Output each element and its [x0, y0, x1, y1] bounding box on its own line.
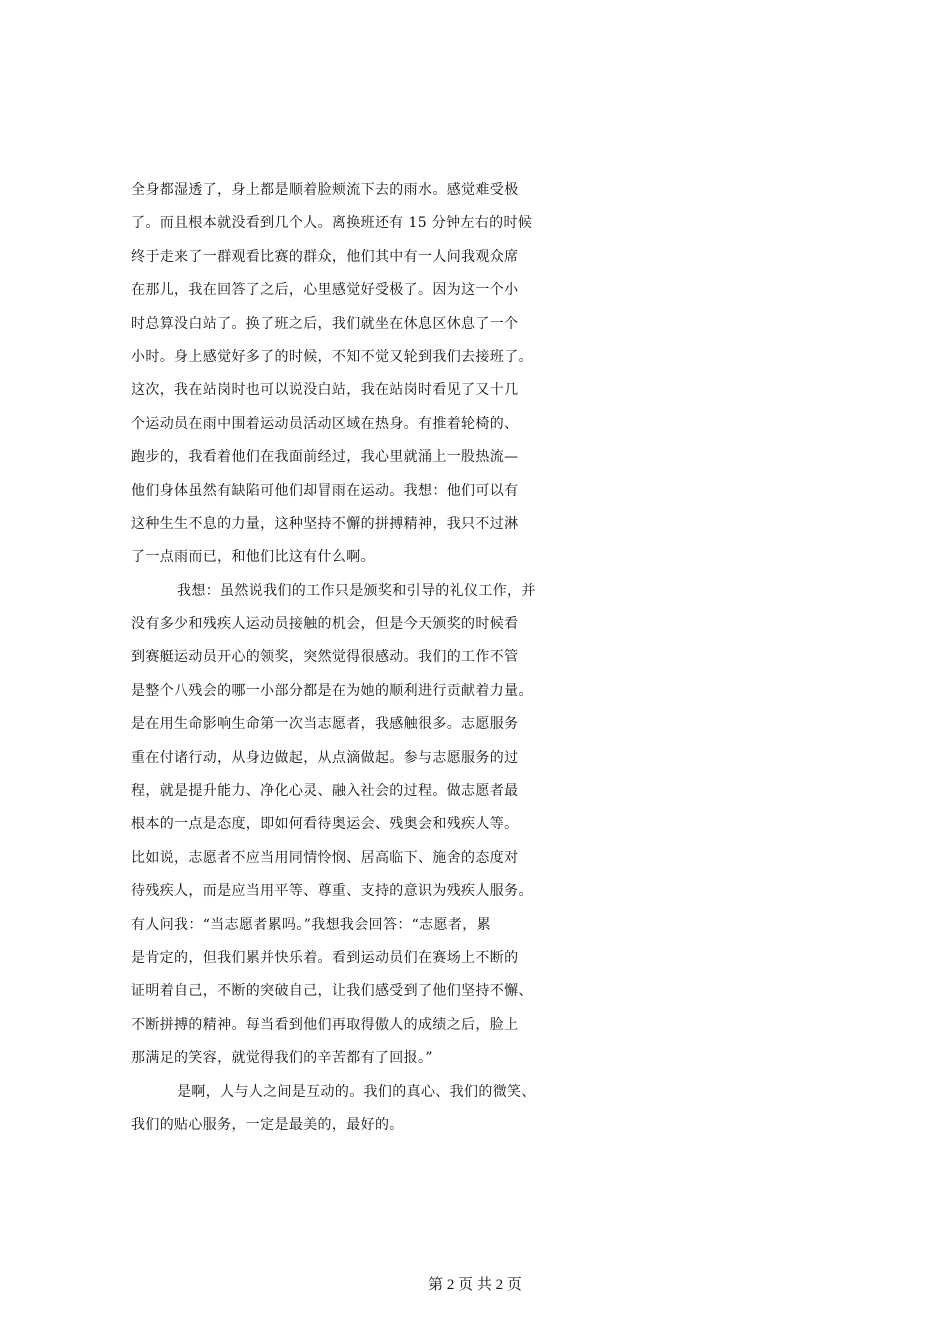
text-line: 程，就是提升能力、净化心灵、融入社会的过程。做志愿者最 [131, 783, 519, 800]
text-line: 这次，我在站岗时也可以说没白站，我在站岗时看见了又十几 [131, 382, 519, 399]
text-line: 全身都湿透了，身上都是顺着脸颊流下去的雨水。感觉难受极 [131, 182, 519, 198]
page-footer: 第 2 页 共 2 页 [428, 1277, 522, 1293]
text-line: 证明着自己，不断的突破自己，让我们感受到了他们坚持不懈、 [131, 983, 533, 1000]
text-line: 在那儿，我在回答了之后，心里感觉好受极了。因为这一个小 [131, 282, 519, 299]
text-line: 重在付诸行动，从身边做起，从点滴做起。参与志愿服务的过 [131, 749, 519, 766]
text-line: 这种生生不息的力量，这种坚持不懈的拼搏精神，我只不过淋 [131, 515, 519, 532]
text-line: 了一点雨而已，和他们比这有什么啊。 [131, 549, 375, 566]
text-line: 没有多少和残疾人运动员接触的机会，但是今天颁奖的时候看 [131, 616, 519, 633]
text-line: 我们的贴心服务，一定是最美的，最好的。 [131, 1116, 404, 1133]
text-line: 时总算没白站了。换了班之后，我们就坐在休息区休息了一个 [131, 315, 519, 332]
text-line: 根本的一点是态度，即如何看待奥运会、残奥会和残疾人等。 [131, 816, 519, 833]
text-line: 那满足的笑容，就觉得我们的辛苦都有了回报。” [131, 1050, 433, 1067]
text-line: 个运动员在雨中围着运动员活动区域在热身。有推着轮椅的、 [131, 415, 519, 432]
text-line: 跑步的，我看着他们在我面前经过，我心里就涌上一股热流— [131, 449, 519, 466]
text-line: 是啊，人与人之间是互动的。我们的真心、我们的微笑、 [177, 1083, 536, 1100]
text-line: 终于走来了一群观看比赛的群众，他们其中有一人问我观众席 [131, 248, 519, 265]
text-line: 待残疾人，而是应当用平等、尊重、支持的意识为残疾人服务。 [131, 883, 533, 900]
text-line: 比如说，志愿者不应当用同情怜悯、居高临下、施舍的态度对 [131, 849, 519, 866]
document-body [131, 174, 831, 1142]
text-line: 是肯定的，但我们累并快乐着。看到运动员们在赛场上不断的 [131, 949, 519, 966]
text-line: 有人问我：“当志愿者累吗。”我想我会回答：“志愿者，累 [131, 916, 491, 933]
text-line: 他们身体虽然有缺陷可他们却冒雨在运动。我想：他们可以有 [131, 482, 519, 499]
text-line: 是整个八残会的哪一小部分都是在为她的顺利进行贡献着力量。 [131, 682, 533, 699]
text-line: 不断拼搏的精神。每当看到他们再取得傲人的成绩之后，脸上 [131, 1016, 519, 1033]
text-line: 到赛艇运动员开心的领奖，突然觉得很感动。我们的工作不管 [131, 649, 519, 666]
text-line: 小时。身上感觉好多了的时候，不知不觉又轮到我们去接班了。 [131, 348, 533, 365]
text-line: 是在用生命影响生命第一次当志愿者，我感触很多。志愿服务 [131, 716, 519, 733]
text-line: 了。而且根本就没看到几个人。离换班还有 15 分钟左右的时候 [131, 215, 533, 232]
text-line: 我想：虽然说我们的工作只是颁奖和引导的礼仪工作，并 [177, 582, 536, 599]
